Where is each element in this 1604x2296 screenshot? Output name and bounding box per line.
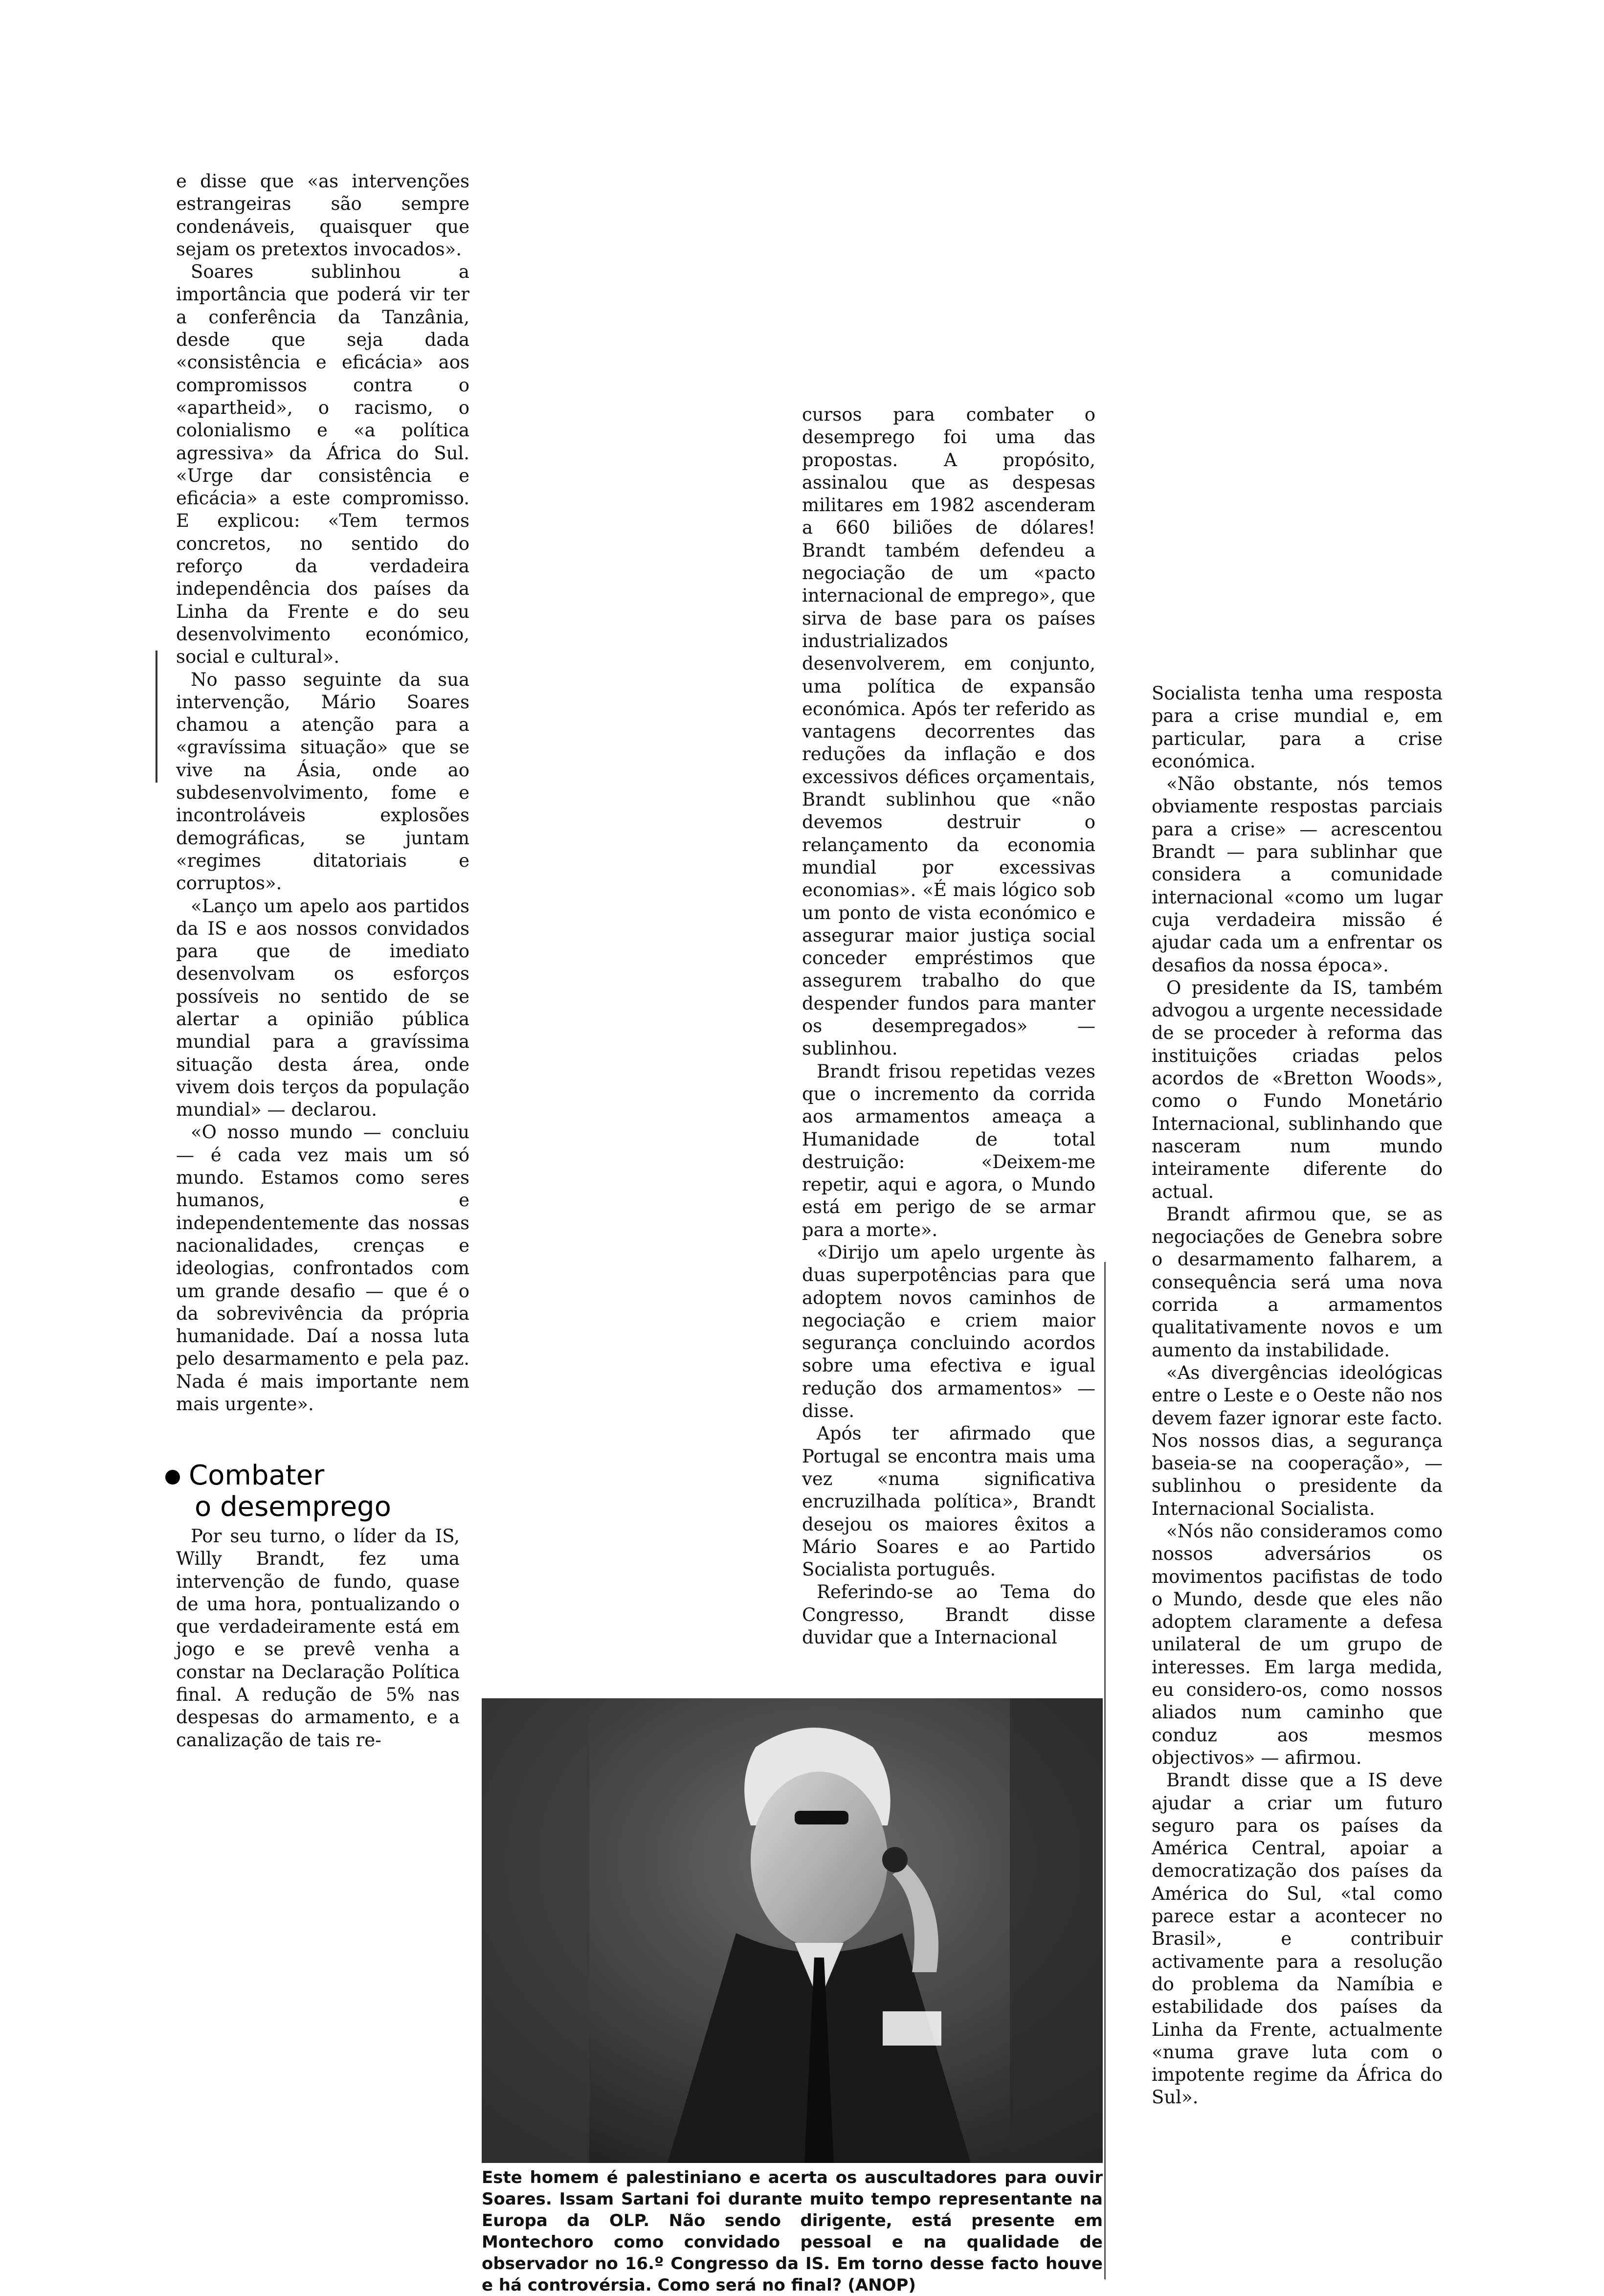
paragraph: Após ter afirmado que Portugal se encontra mais uma vez «numa significativa encruzilhada política», Brandt desejou os maiores êxitos a Mário Soares e ao Partido Socialista português. [802,1423,1095,1580]
paragraph: e disse que «as intervenções estrangeiras são sempre condenáveis, quaisquer que sejam os pretextos invocados». [176,171,469,260]
paragraph: Brandt frisou repetidas vezes que o incremento da corrida aos armamentos ameaça a Humanidade de total destruição: «Deixem-me repetir, aqui e agora, o Mundo está em perigo de se armar para a morte». [802,1060,1095,1240]
paragraph: No passo seguinte da sua intervenção, Mário Soares chamou a atenção para a «gravíssima situação» que se vive na Ásia, onde ao subdesenvolvimento, fome e incontroláveis explosões demográficas, se juntam «regimes ditatoriais e corruptos». [176,669,469,894]
column-rule [1104,1262,1106,2279]
section-heading-line-1: Combater [189,1460,325,1491]
paragraph: Brandt disse que a IS deve ajudar a criar um futuro seguro para os países da América Central, apoiar a democratização dos países da América do Sul, «tal como parece estar a acontecer no Brasil», e contribuir activamente para a resolução do problema da Namíbia e estabilidade dos países da Linha da Frente, actualmente «numa grave luta com o impotente regime da África do Sul». [1152,1770,1443,2108]
paragraph: Referindo-se ao Tema do Congresso, Brandt disse duvidar que a Internacional [802,1581,1095,1648]
paragraph: Soares sublinhou a importância que poderá vir ter a conferência da Tanzânia, desde que seja dada «consistência e eficácia» aos compromissos contra o «apartheid», o racismo, o colonialismo e «a política agressiva» da África do Sul. «Urge dar consistência e eficácia» a este compromisso. E explicou: «Tem termos concretos, no sentido do reforço da verdadeira independência dos países da Linha da Frente e do seu desenvolvimento económico, social e cultural». [176,261,469,668]
paragraph: Por seu turno, o líder da IS, Willy Brandt, fez uma intervenção de fundo, quase de uma hora, pontualizando o que verdadeiramente está em jogo e se prevê venha a constar na Declaração Política final. A redução de 5% nas despesas do armamento, e a canalização de tais re- [176,1526,460,1751]
article-column-3 [1152,682,1443,2109]
paragraph: Brandt afirmou que, se as negociações de Genebra sobre o desarmamento falharem, a consequência será uma nova corrida a armamentos qualitativamente novos e um aumento da instabilidade. [1152,1203,1443,1361]
section-heading [165,1460,459,1523]
section-heading-line-2: o desemprego [195,1491,391,1523]
paragraph: «O nosso mundo — concluiu — é cada vez mais um só mundo. Estamos como seres humanos, e independentemente das nossas nacionalidades, crenças e ideologias, confrontados com um grande desafio — que é o da sobrevivência da própria humanidade. Daí a nossa luta pelo desarmamento e pela paz. Nada é mais importante nem mais urgente». [176,1122,469,1415]
paragraph: «Não obstante, nós temos obviamente respostas parciais para a crise» — acrescentou Brandt — para sublinhar que considera a comunidade internacional «como um lugar cuja verdadeira missão é ajudar cada um a enfrentar os desafios da nossa época». [1152,773,1443,976]
news-photo [482,1698,1103,2163]
paragraph: cursos para combater o desemprego foi uma das propostas. A propósito, assinalou que as despesas militares em 1982 ascenderam a 660 biliões de dólares! Brandt também defendeu a negociação de um «pacto internacional de emprego», que sirva de base para os países industrializados desenvolverem, em conjunto, uma política de expansão económica. Após ter referido as vantagens decorrentes das reduções da inflação e dos excessivos défices orçamentais, Brandt sublinhou que «não devemos destruir o relançamento da economia mundial por excessivas economias». «É mais lógico sob um ponto de vista económico e assegurar maior justiça social conceder empréstimos que assegurem trabalho do que despender fundos para manter os desempregados» — sublinhou. [802,404,1095,1059]
article-column-1-continued [176,1525,460,1752]
paragraph: O presidente da IS, também advogou a urgente necessidade de se proceder à reforma das instituições criadas pelos acordos de «Bretton Woods», como o Fundo Monetário Internacional, sublinhando que nasceram num mundo inteiramente diferente do actual. [1152,977,1443,1202]
paragraph: «Nós não consideramos como nossos adversários os movimentos pacifistas de todo o Mundo, desde que eles não adoptem claramente a defesa unilateral de um grupo de interesses. Em larga medida, eu considero-os, como nossos aliados num caminho que conduz aos mesmos objectivos» — afirmou. [1152,1520,1443,1768]
bullet-icon [165,1470,180,1485]
paragraph: «Dirijo um apelo urgente às duas superpotências para que adoptem novos caminhos de negociação e criem maior segurança concluindo acordos sobre uma efectiva e igual redução dos armamentos» — disse. [802,1241,1095,1422]
margin-mark [156,651,157,783]
paragraph: Socialista tenha uma resposta para a crise mundial e, em particular, para a crise económica. [1152,683,1443,772]
photo-man-with-headphones [482,1698,1103,2163]
paragraph: «Lanço um apelo aos partidos da IS e aos nossos convidados para que de imediato desenvolvam os esforços possíveis no sentido de se alertar a opinião pública mundial para a gravíssima situação desta área, onde vivem dois terços da população mundial» — declarou. [176,895,469,1121]
article-column-1 [176,170,469,1416]
article-column-2 [802,404,1095,1649]
photo-caption: Este homem é palestiniano e acerta os auscultadores para ouvir Soares. Issam Sartani foi durante muito tempo representante na Europa da OLP. Não sendo dirigente, está presente em Montechoro como convidado pessoal e na qualidade de observador no 16.º Congresso da IS. Em torno desse facto houve e há controvérsia. Como será no final? (ANOP) [482,2168,1103,2295]
paragraph: «As divergências ideológicas entre o Leste e o Oeste não nos devem fazer ignorar este facto. Nos nossos dias, a segurança baseia-se na cooperação», — sublinhou o presidente da Internacional Socialista. [1152,1362,1443,1519]
